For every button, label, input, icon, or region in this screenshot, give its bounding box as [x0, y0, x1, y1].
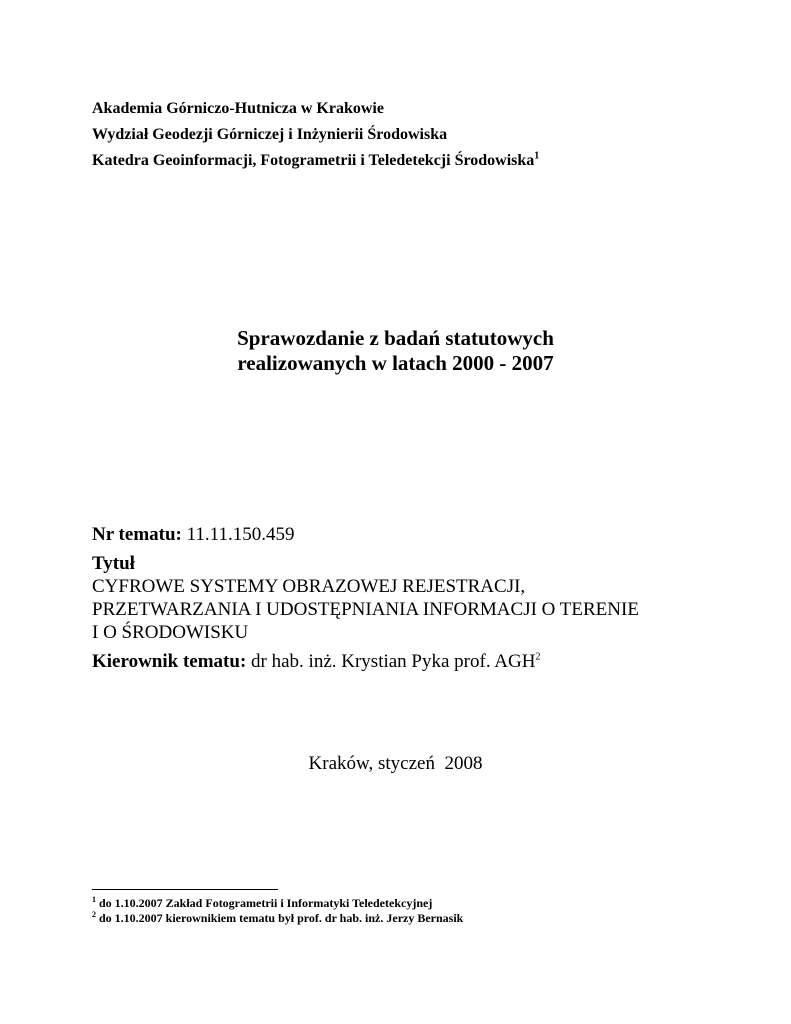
- footnote-separator: [92, 889, 278, 890]
- institution-header: [92, 100, 539, 170]
- department-name: Katedra Geoinformacji, Fotogrametrii i Teledetekcji Środowiska: [92, 152, 535, 169]
- footnote-1-ref: 1: [92, 895, 96, 904]
- place-and-date: Kraków, styczeń 2008: [308, 753, 483, 774]
- university-name: Akademia Górniczo-Hutnicza w Krakowie: [92, 100, 384, 117]
- topic-number-row: [92, 523, 639, 546]
- topic-title-line-2: PRZETWARZANIA I UDOSTĘPNIANIA INFORMACJI O TERENIE: [92, 599, 639, 620]
- topic-title-line-3: I O ŚRODOWISKU: [92, 622, 249, 643]
- topic-title-label: Tytuł: [92, 553, 135, 574]
- topic-details: [92, 523, 639, 673]
- footnote-ref-1: 1: [534, 150, 540, 162]
- topic-manager-row: [92, 650, 639, 673]
- report-title-line-1: Sprawozdanie z badań statutowych: [237, 326, 554, 350]
- footnote-2-text: do 1.10.2007 kierownikiem tematu był prof. dr hab. inż. Jerzy Bernasik: [99, 911, 464, 925]
- topic-title-line-1: CYFROWE SYSTEMY OBRAZOWEJ REJESTRACJI,: [92, 576, 526, 597]
- footnote-2-ref: 2: [92, 910, 96, 919]
- footnote-2: [92, 911, 463, 926]
- footnote-1: [92, 896, 463, 911]
- report-title-line-2: realizowanych w latach 2000 - 2007: [237, 351, 554, 375]
- footnotes: [92, 896, 463, 926]
- department-line: [92, 152, 539, 170]
- topic-number-value: 11.11.150.459: [186, 524, 295, 545]
- topic-number-label: Nr tematu:: [92, 524, 182, 545]
- footnote-1-text: do 1.10.2007 Zakład Fotogrametrii i Informatyki Teledetekcyjnej: [99, 896, 433, 910]
- report-title: [0, 326, 791, 376]
- topic-manager-label: Kierownik tematu:: [92, 651, 247, 672]
- topic-manager-value: dr hab. inż. Krystian Pyka prof. AGH: [251, 651, 536, 672]
- footnote-ref-2: 2: [535, 651, 541, 663]
- faculty-name: Wydział Geodezji Górniczej i Inżynierii Środowiska: [92, 126, 448, 143]
